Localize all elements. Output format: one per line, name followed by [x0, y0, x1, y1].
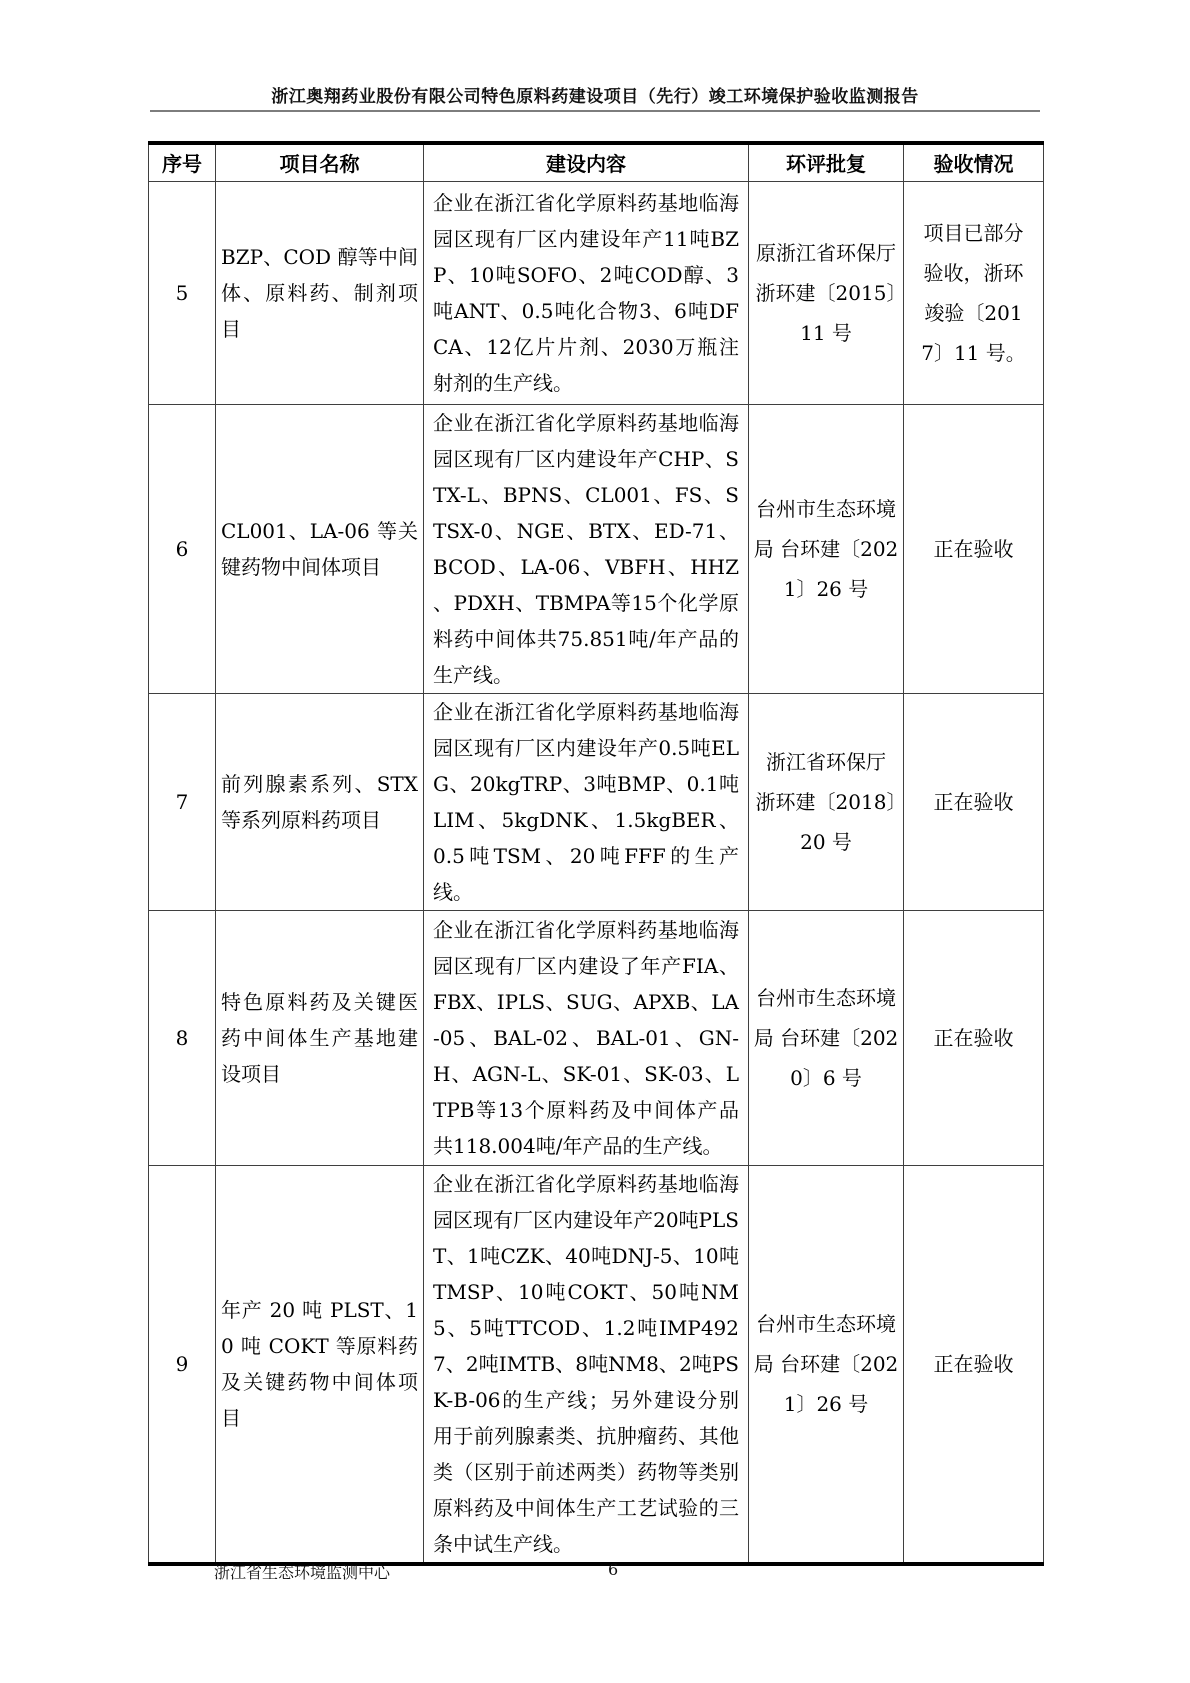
table-row — [149, 1165, 1044, 1564]
table-row — [149, 181, 1044, 404]
eia-approval: 浙江省环保厅 浙环建〔2018〕20 号 — [749, 693, 904, 910]
row-number: 5 — [149, 181, 216, 404]
eia-approval: 台州市生态环境局 台环建〔2021〕26 号 — [749, 1165, 904, 1564]
table-header-row — [149, 143, 1044, 181]
col-header-status: 验收情况 — [904, 143, 1044, 181]
construction-content: 企业在浙江省化学原料药基地临海园区现有厂区内建设了年产FIA、FBX、IPLS、SUG、APXB、LA-05、BAL-02、BAL-01、GN-H、AGN-L、SK-01、SK-03、LTPB等13个原料药及中间体产品共118.004吨/年产品的生产线。 — [424, 910, 749, 1165]
page-number: 6 — [608, 1560, 619, 1579]
eia-approval: 台州市生态环境局 台环建〔2020〕6 号 — [749, 910, 904, 1165]
row-number: 6 — [149, 404, 216, 693]
eia-approval: 台州市生态环境局 台环建〔2021〕26 号 — [749, 404, 904, 693]
col-header-name: 项目名称 — [216, 143, 424, 181]
construction-content: 企业在浙江省化学原料药基地临海园区现有厂区内建设年产20吨PLST、1吨CZK、40吨DNJ-5、10吨TMSP、10吨COKT、50吨NM5、5吨TTCOD、1.2吨IMP4927、2吨IMTB、8吨NM8、2吨PSK-B-06的生产线；另外建设分别用于前列腺素类、抗肿瘤药、其他类（区别于前述两类）药物等类别原料药及中间体生产工艺试验的三条中试生产线。 — [424, 1165, 749, 1564]
row-number: 7 — [149, 693, 216, 910]
table-row — [149, 910, 1044, 1165]
col-header-no: 序号 — [149, 143, 216, 181]
project-name: CL001、LA-06 等关键药物中间体项目 — [216, 404, 424, 693]
construction-content: 企业在浙江省化学原料药基地临海园区现有厂区内建设年产CHP、STX-L、BPNS、CL001、FS、STSX-0、NGE、BTX、ED-71、BCOD、LA-06、VBFH、HHZ 、PDXH、TBMPA等15个化学原料药中间体共75.851吨/年产品的生产线。 — [424, 404, 749, 693]
table-row — [149, 404, 1044, 693]
col-header-approval: 环评批复 — [749, 143, 904, 181]
row-number: 9 — [149, 1165, 216, 1564]
projects-table — [148, 141, 1044, 1566]
running-head-title: 浙江奥翔药业股份有限公司特色原料药建设项目（先行）竣工环境保护验收监测报告 — [271, 87, 919, 107]
acceptance-status: 正在验收 — [904, 693, 1044, 910]
construction-content: 企业在浙江省化学原料药基地临海园区现有厂区内建设年产11吨BZP、10吨SOFO、2吨COD醇、3吨ANT、0.5吨化合物3、6吨DFCA、12亿片片剂、2030万瓶注射剂的生产线。 — [424, 181, 749, 404]
construction-content: 企业在浙江省化学原料药基地临海园区现有厂区内建设年产0.5吨ELG、20kgTRP、3吨BMP、0.1吨LIM、5kgDNK、1.5kgBER、0.5吨TSM、20吨FFF的生产线。 — [424, 693, 749, 910]
acceptance-status: 正在验收 — [904, 404, 1044, 693]
acceptance-status: 项目已部分验收，浙环竣验〔2017〕11 号。 — [904, 181, 1044, 404]
project-name: 前列腺素系列、STX 等系列原料药项目 — [216, 693, 424, 910]
table-row — [149, 693, 1044, 910]
row-number: 8 — [149, 910, 216, 1165]
project-name: BZP、COD 醇等中间体、原料药、制剂项目 — [216, 181, 424, 404]
header-rule — [150, 110, 1040, 112]
eia-approval: 原浙江省环保厅 浙环建〔2015〕11 号 — [749, 181, 904, 404]
col-header-content: 建设内容 — [424, 143, 749, 181]
project-name: 特色原料药及关键医药中间体生产基地建设项目 — [216, 910, 424, 1165]
project-name: 年产 20 吨 PLST、10 吨 COKT 等原料药及关键药物中间体项目 — [216, 1165, 424, 1564]
acceptance-status: 正在验收 — [904, 910, 1044, 1165]
footer-organization: 浙江省生态环境监测中心 — [214, 1563, 391, 1582]
acceptance-status: 正在验收 — [904, 1165, 1044, 1564]
